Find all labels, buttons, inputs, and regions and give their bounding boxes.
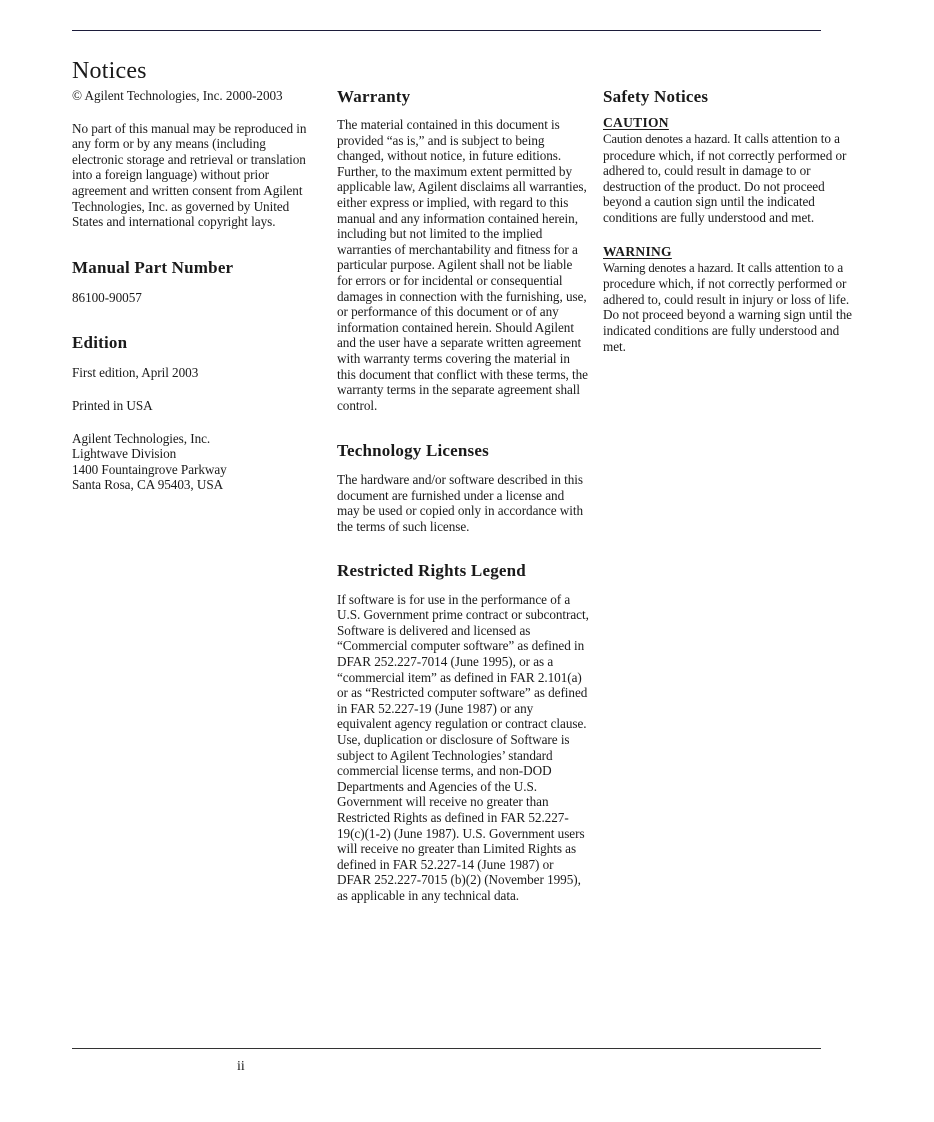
notices-title: Notices [72, 58, 147, 84]
copyright-text: No part of this manual may be reproduced in any form or by any means (including electronic storage and retrieval or translation into a foreign language) without prior agreement and written consent from Agilent Technologies, Inc. as governed by United States and international copyright lays. [72, 120, 307, 230]
warning-text [603, 260, 853, 355]
warning-label: WARNING [603, 243, 672, 259]
warning-lead: Warning denotes a hazard. [603, 260, 734, 275]
caution-lead: Caution denotes a hazard. [603, 132, 731, 146]
address-line: Agilent Technologies, Inc. [72, 430, 211, 446]
top-rule [72, 30, 821, 31]
licenses-text: The hardware and/or software described in this document are furnished under a license and may be used or copied only in accordance with the terms of such license. [337, 472, 584, 535]
address-line: Lightwave Division [72, 446, 177, 462]
legal-column [337, 86, 589, 904]
notices-column [72, 56, 322, 493]
restricted-heading: Restricted Rights Legend [337, 560, 526, 580]
licenses-heading: Technology Licenses [337, 441, 489, 461]
safety-heading: Safety Notices [603, 87, 709, 106]
edition-heading: Edition [72, 333, 128, 353]
warning-body: It calls attention to a procedure which, if not correctly performed or adhered to, could result in injury or loss of life. Do not proceed beyond a warning sign until the indicated conditions are fully understood and met. [603, 259, 852, 354]
caution-body: It calls attention to a procedure which, if not correctly performed or adhered to, could result in damage to or destruction of the product. Do not proceed beyond a caution sign until the indicated conditions are fully understood and met. [603, 131, 847, 225]
address-line: Santa Rosa, CA 95403, USA [72, 477, 224, 493]
bottom-rule [72, 1048, 821, 1049]
caution-text [603, 131, 853, 226]
address-block [72, 431, 322, 493]
restricted-text: If software is for use in the performance of a U.S. Government prime contract or subcontract, Software is delivered and licensed as “Commercial computer software” as defined in DFAR 252.227-7014 (June 1995), or as a “commercial item” as defined in FAR 2.101(a) or as “Restricted computer software” as defined in FAR 52.227-19 (June 1987) or any equivalent agency regulation or contract clause. Use, duplication or disclosure of Software is subject to Agilent Technologies’ standard commercial license terms, and non-DOD Departments and Agencies of the U.S. Government will receive no greater than Restricted Rights as defined in FAR 52.227-19(c)(1-2) (June 1987). U.S. Government users will receive no greater than Limited Rights as defined in FAR 52.227-14 (June 1987) or DFAR 252.227-7015 (b)(2) (November 1995), as applicable in any technical data. [337, 591, 589, 903]
manual-part-heading: Manual Part Number [72, 257, 234, 277]
caution-label: CAUTION [603, 115, 669, 130]
warranty-heading: Warranty [337, 87, 411, 106]
warranty-text: The material contained in this document is provided “as is,” and is subject to being changed, without notice, in future editions. Further, to the maximum extent permitted by applicable law, Agilent disclaims all warranties, either express or implied, with regard to this manual and any information contained herein, including but not limited to the implied warranties of merchantability and fitness for a particular purpose. Agilent shall not be liable for errors or for incidental or consequential damages in connection with the furnishing, use, or performance of this document or of any information contained herein. Should Agilent and the user have a separate written agreement with warranty terms covering the material in this document that conflict with these terms, the warranty terms in the separate agreement shall control. [337, 117, 588, 413]
safety-column [603, 86, 853, 354]
manual-part-number: 86100-90057 [72, 289, 142, 305]
page-number: ii [237, 1059, 245, 1074]
address-line: 1400 Fountaingrove Parkway [72, 461, 227, 477]
copyright-line: © Agilent Technologies, Inc. 2000-2003 [72, 88, 283, 103]
printed-text: Printed in USA [72, 397, 153, 413]
edition-text: First edition, April 2003 [72, 365, 199, 381]
